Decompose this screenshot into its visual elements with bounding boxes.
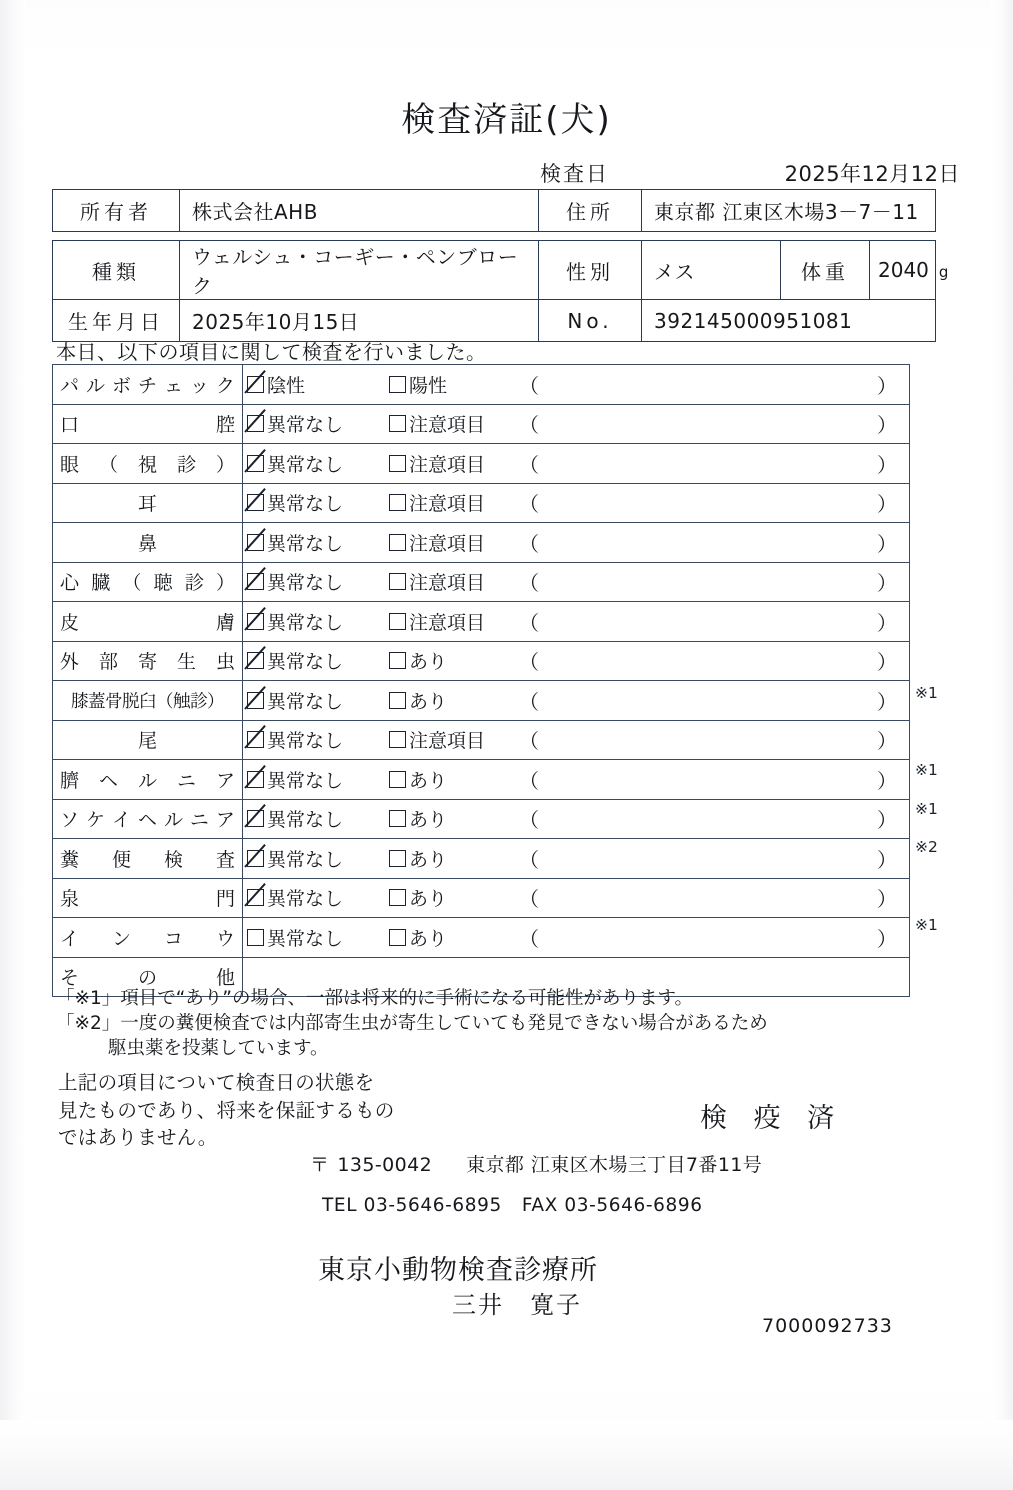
checklist-row-label-cell <box>53 760 243 800</box>
paren-open: （ <box>519 650 539 675</box>
checkbox-option-2[interactable] <box>389 568 509 595</box>
checklist-row-label-cell <box>53 602 243 642</box>
checkbox-option-label: 注意項目 <box>409 414 486 437</box>
checkbox-icon[interactable] <box>389 810 406 827</box>
comment-field[interactable] <box>509 918 909 957</box>
checked-checkbox-icon[interactable] <box>247 771 264 788</box>
dob-label: 生年月日 <box>53 300 180 342</box>
checkbox-option-label: 異常なし <box>267 611 344 634</box>
checkbox-option-label: あり <box>409 927 448 950</box>
checklist-row-label: 心 臓 （ 聴 診 ） <box>60 572 235 595</box>
paren-open: （ <box>519 887 539 912</box>
scan-edge-bottom <box>0 1420 1013 1490</box>
intro-text: 本日、以下の項目に関して検査を行いました。 <box>56 340 487 364</box>
checkbox-option-label: 異常なし <box>267 730 344 753</box>
checkbox-icon[interactable] <box>389 415 406 432</box>
comment-field[interactable] <box>509 444 909 483</box>
checked-checkbox-icon[interactable] <box>247 613 264 630</box>
paren-close: ） <box>877 768 897 793</box>
checkbox-option-1[interactable] <box>247 410 389 437</box>
checklist-row-label: 糞 便 検 査 <box>60 848 235 871</box>
disclaimer-line-3: ではありません。 <box>58 1126 218 1150</box>
checkbox-option-label: 異常なし <box>267 572 344 595</box>
checkbox-option-label: あり <box>409 888 448 911</box>
checklist-row-label: 泉 門 <box>60 888 235 911</box>
checkbox-option-label: 異常なし <box>267 532 344 555</box>
checklist-row-label-cell <box>53 365 243 405</box>
checklist-row <box>53 918 910 958</box>
checkbox-option-label: あり <box>409 809 448 832</box>
weight-value: 2040 <box>878 258 929 282</box>
checkbox-icon[interactable] <box>389 376 406 393</box>
checklist-row-label: 膝蓋骨脱臼（触診） <box>71 691 224 712</box>
postal-mark-icon: 〒 <box>310 1154 330 1176</box>
checklist-options <box>247 760 909 799</box>
paren-close: ） <box>877 610 897 635</box>
paren-close: ） <box>877 492 897 517</box>
checklist-row-options-cell <box>243 523 910 563</box>
checkbox-option-2[interactable] <box>389 608 509 635</box>
sex-label: 性別 <box>539 241 642 300</box>
checked-checkbox-icon[interactable] <box>247 573 264 590</box>
footnote-1: 「※1」項目で“あり”の場合、一部は将来的に手術になる可能性があります。 <box>56 988 693 1009</box>
checkbox-icon[interactable] <box>389 731 406 748</box>
paren-open: （ <box>519 847 539 872</box>
document-number: 7000092733 <box>762 1315 893 1337</box>
checklist-row-options-cell <box>243 918 910 958</box>
clinic-address: 東京都 江東区木場三丁目7番11号 <box>466 1154 763 1176</box>
paren-close: ） <box>877 926 897 951</box>
checklist-row-label: 眼 （ 視 診 ） <box>60 453 235 476</box>
comment-field[interactable] <box>509 681 909 720</box>
paren-open: （ <box>519 413 539 438</box>
comment-field[interactable] <box>509 484 909 523</box>
paren-close: ） <box>877 847 897 872</box>
checklist-options <box>247 642 909 681</box>
checkbox-option-label: 異常なし <box>267 651 344 674</box>
paren-open: （ <box>519 926 539 951</box>
paren-close: ） <box>877 689 897 714</box>
checked-checkbox-icon[interactable] <box>247 652 264 669</box>
checkbox-option-1[interactable] <box>247 845 389 872</box>
paren-close: ） <box>877 808 897 833</box>
comment-field[interactable] <box>509 800 909 839</box>
weight-label: 体重 <box>781 241 870 300</box>
checkbox-option-label: 異常なし <box>267 769 344 792</box>
checked-checkbox-icon[interactable] <box>247 810 264 827</box>
checkbox-option-label: 注意項目 <box>409 493 486 516</box>
no-label: No. <box>539 300 642 342</box>
checklist-row-label: 口 腔 <box>60 414 235 437</box>
checklist-options <box>247 365 909 404</box>
checkbox-option-1[interactable] <box>247 568 389 595</box>
checklist-row-options-cell <box>243 641 910 681</box>
checkbox-icon[interactable] <box>389 771 406 788</box>
checklist-row-label-cell <box>53 681 243 721</box>
checklist-row <box>53 641 910 681</box>
checked-checkbox-icon[interactable] <box>247 455 264 472</box>
checkbox-option-label: 注意項目 <box>409 611 486 634</box>
checkbox-option-2[interactable] <box>389 647 509 674</box>
checkbox-icon[interactable] <box>389 613 406 630</box>
weight-unit: g <box>938 263 949 281</box>
checked-checkbox-icon[interactable] <box>247 889 264 906</box>
paren-close: ） <box>877 413 897 438</box>
checkbox-option-1[interactable] <box>247 371 389 398</box>
breed-value: ウェルシュ・コーギー・ペンブローク <box>180 241 539 300</box>
checkbox-icon[interactable] <box>389 652 406 669</box>
checkbox-icon[interactable] <box>247 929 264 946</box>
scan-edge-right <box>991 0 1013 1490</box>
checklist-row <box>53 799 910 839</box>
checklist-row-label-cell <box>53 641 243 681</box>
checked-checkbox-icon[interactable] <box>247 415 264 432</box>
checklist-row-options-cell <box>243 602 910 642</box>
checklist-row <box>53 523 910 563</box>
footnote-marker: ※1 <box>915 915 938 934</box>
inspection-checklist-table <box>52 364 910 997</box>
exam-date-label: 検査日 <box>540 162 609 186</box>
weight-value-cell <box>870 241 949 300</box>
checkbox-option-label: 注意項目 <box>409 572 486 595</box>
checklist-row-label: 皮 膚 <box>60 611 235 634</box>
checkbox-icon[interactable] <box>389 692 406 709</box>
checkbox-icon[interactable] <box>389 573 406 590</box>
disclaimer-text <box>58 1069 395 1152</box>
checkbox-option-label: 異常なし <box>267 927 344 950</box>
checklist-row-options-cell <box>243 444 910 484</box>
checklist-row-label: 外 部 寄 生 虫 <box>60 651 235 674</box>
address-label: 住所 <box>539 190 642 232</box>
checkbox-option-label: 陰性 <box>267 374 306 397</box>
checked-checkbox-icon[interactable] <box>247 850 264 867</box>
comment-field[interactable] <box>509 721 909 760</box>
paren-open: （ <box>519 571 539 596</box>
checkbox-option-label: 注意項目 <box>409 532 486 555</box>
disclaimer-line-2: 見たものであり、将来を保証するもの <box>58 1098 395 1122</box>
checkbox-icon[interactable] <box>389 534 406 551</box>
exam-date-value: 2025年12月12日 <box>784 162 960 186</box>
checked-checkbox-icon[interactable] <box>247 494 264 511</box>
clinic-contact-line <box>322 1195 703 1216</box>
checklist-row-label-cell <box>53 799 243 839</box>
footnote-marker: ※1 <box>915 683 938 702</box>
comment-field[interactable] <box>509 760 909 799</box>
checklist-options <box>247 839 909 878</box>
checked-checkbox-icon[interactable] <box>247 534 264 551</box>
sex-value: メス <box>642 241 781 300</box>
checklist-row-options-cell <box>243 720 910 760</box>
quarantine-stamp: 検 疫 済 <box>700 1103 844 1134</box>
checkbox-option-2[interactable] <box>389 450 509 477</box>
checklist-row-options-cell <box>243 681 910 721</box>
checkbox-option-label: あり <box>409 651 448 674</box>
comment-field[interactable] <box>509 563 909 602</box>
paren-open: （ <box>519 768 539 793</box>
checkbox-option-1[interactable] <box>247 450 389 477</box>
table-row <box>53 241 936 300</box>
checklist-options <box>247 563 909 602</box>
comment-field[interactable] <box>509 365 909 404</box>
footnote-marker: ※2 <box>915 838 938 857</box>
checkbox-option-2[interactable] <box>389 845 509 872</box>
checkbox-option-label: 陽性 <box>409 374 448 397</box>
checkbox-option-label: 異常なし <box>267 414 344 437</box>
checklist-row <box>53 365 910 405</box>
checkbox-option-label: 異常なし <box>267 493 344 516</box>
checkbox-option-2[interactable] <box>389 805 509 832</box>
disclaimer-line-1: 上記の項目について検査日の状態を <box>58 1071 375 1094</box>
footnote-2-continued: 駆虫薬を投薬しています。 <box>108 1038 329 1060</box>
checkbox-option-label: 異常なし <box>267 690 344 713</box>
checkbox-option-1[interactable] <box>247 884 389 911</box>
address-value: 東京都 江東区木場3－7－11 <box>642 190 936 232</box>
checkbox-option-1[interactable] <box>247 805 389 832</box>
clinic-fax: FAX 03-5646-6896 <box>521 1195 703 1216</box>
checked-checkbox-icon[interactable] <box>247 731 264 748</box>
checkbox-option-label: あり <box>409 848 448 871</box>
checklist-row-label-cell <box>53 444 243 484</box>
paren-open: （ <box>519 452 539 477</box>
checkbox-option-2[interactable] <box>389 884 509 911</box>
checkbox-option-1[interactable] <box>247 647 389 674</box>
checklist-row-label-cell <box>53 720 243 760</box>
checklist-row-label: 鼻 <box>137 532 157 555</box>
footnotes <box>56 986 956 1061</box>
checkbox-option-2[interactable] <box>389 371 509 398</box>
checkbox-option-2[interactable] <box>389 687 509 714</box>
checklist-row-label-cell <box>53 839 243 879</box>
paren-open: （ <box>519 610 539 635</box>
checklist-row-options-cell <box>243 799 910 839</box>
comment-field[interactable] <box>509 839 909 878</box>
checkbox-option-label: あり <box>409 690 448 713</box>
checkbox-option-2[interactable] <box>389 529 509 556</box>
checklist-row <box>53 483 910 523</box>
checklist-row <box>53 720 910 760</box>
checkbox-option-2[interactable] <box>389 924 509 951</box>
page-title: 検査済証(犬) <box>401 100 612 140</box>
footnote-marker: ※1 <box>915 799 938 818</box>
checked-checkbox-icon[interactable] <box>247 692 264 709</box>
checklist-row-options-cell <box>243 483 910 523</box>
checklist-row-options-cell <box>243 878 910 918</box>
clinic-address-line <box>310 1150 762 1177</box>
checklist-row-label: ソ ケ イ ヘ ル ニ ア <box>60 809 235 832</box>
checkbox-option-1[interactable] <box>247 924 389 951</box>
checklist-options <box>247 444 909 483</box>
checklist-options <box>247 721 909 760</box>
checklist-row-label: そ の 他 <box>60 967 235 990</box>
checkbox-option-1[interactable] <box>247 529 389 556</box>
no-value: 392145000951081 <box>642 300 936 342</box>
checklist-row-options-cell <box>243 839 910 879</box>
checklist-row-label-cell <box>53 562 243 602</box>
paren-open: （ <box>519 729 539 754</box>
checklist-row-options-cell <box>243 365 910 405</box>
checklist-options <box>247 879 909 918</box>
checkbox-icon[interactable] <box>389 494 406 511</box>
signer-name: 三井 寛子 <box>452 1291 582 1319</box>
clinic-name: 東京小動物検査診療所 <box>318 1255 598 1286</box>
owner-info-table <box>52 189 936 232</box>
checkbox-icon[interactable] <box>389 929 406 946</box>
checkbox-option-label: 異常なし <box>267 453 344 476</box>
paren-close: ） <box>877 571 897 596</box>
checklist-row-label: イ ン コ ウ <box>60 927 235 950</box>
checklist-row <box>53 878 910 918</box>
checklist-row-label: 臍 ヘ ル ニ ア <box>60 769 235 792</box>
checklist-row-label: パ ル ボ チ ェ ッ ク <box>60 374 235 397</box>
checklist-row-label: 耳 <box>137 493 157 516</box>
checklist-row-label-cell <box>53 918 243 958</box>
checkbox-option-1[interactable] <box>247 726 389 753</box>
paren-open: （ <box>519 531 539 556</box>
paren-open: （ <box>519 492 539 517</box>
checklist-row <box>53 602 910 642</box>
checkbox-option-2[interactable] <box>389 726 509 753</box>
comment-field[interactable] <box>509 602 909 641</box>
paren-close: ） <box>877 373 897 398</box>
checklist-row-label-cell <box>53 404 243 444</box>
checkbox-option-1[interactable] <box>247 608 389 635</box>
paren-open: （ <box>519 689 539 714</box>
paren-close: ） <box>877 452 897 477</box>
paren-open: （ <box>519 373 539 398</box>
checklist-row-label-cell <box>53 523 243 563</box>
checkbox-option-1[interactable] <box>247 489 389 516</box>
checkbox-icon[interactable] <box>389 889 406 906</box>
checklist-options <box>247 800 909 839</box>
checkbox-icon[interactable] <box>389 850 406 867</box>
checklist-options <box>247 602 909 641</box>
checkbox-option-label: 異常なし <box>267 888 344 911</box>
checklist-options <box>247 405 909 444</box>
checkbox-option-1[interactable] <box>247 687 389 714</box>
paren-close: ） <box>877 531 897 556</box>
checklist-row-options-cell <box>243 760 910 800</box>
checklist-row-options-cell <box>243 404 910 444</box>
checklist-row <box>53 562 910 602</box>
footnote-2: 「※2」一度の糞便検査では内部寄生虫が寄生していても発見できない場合があるため <box>56 1013 768 1035</box>
animal-info-table <box>52 240 949 342</box>
checklist-row-label-cell <box>53 878 243 918</box>
checklist-options <box>247 918 909 957</box>
paren-close: ） <box>877 650 897 675</box>
comment-field[interactable] <box>509 405 909 444</box>
checklist-row <box>53 444 910 484</box>
checkbox-option-2[interactable] <box>389 766 509 793</box>
checkbox-option-2[interactable] <box>389 489 509 516</box>
checked-checkbox-icon[interactable] <box>247 376 264 393</box>
paren-open: （ <box>519 808 539 833</box>
checklist-row <box>53 839 910 879</box>
checkbox-icon[interactable] <box>389 455 406 472</box>
breed-label: 種類 <box>53 241 180 300</box>
checklist-options <box>247 484 909 523</box>
checklist-row-label: 尾 <box>137 730 157 753</box>
paren-close: ） <box>877 887 897 912</box>
checkbox-option-label: あり <box>409 769 448 792</box>
checkbox-option-label: 異常なし <box>267 809 344 832</box>
scan-edge-left <box>0 0 26 1490</box>
checkbox-option-2[interactable] <box>389 410 509 437</box>
checklist-row-label-cell <box>53 483 243 523</box>
checklist-row <box>53 681 910 721</box>
comment-field[interactable] <box>509 523 909 562</box>
owner-value: 株式会社AHB <box>180 190 539 232</box>
paren-close: ） <box>877 729 897 754</box>
footnote-marker: ※1 <box>915 761 938 779</box>
comment-field[interactable] <box>509 879 909 918</box>
owner-label: 所有者 <box>53 190 180 232</box>
checklist-row-options-cell <box>243 562 910 602</box>
checkbox-option-1[interactable] <box>247 766 389 793</box>
checklist-row <box>53 760 910 800</box>
exam-date-row <box>540 158 960 188</box>
table-row <box>53 190 936 232</box>
checklist-options <box>247 523 909 562</box>
comment-field[interactable] <box>509 642 909 681</box>
clinic-zip: 135-0042 <box>337 1154 433 1176</box>
checklist-row <box>53 404 910 444</box>
clinic-tel: TEL 03-5646-6895 <box>322 1195 502 1216</box>
dob-value: 2025年10月15日 <box>180 300 539 342</box>
checklist-options <box>247 681 909 720</box>
checkbox-option-label: 注意項目 <box>409 730 486 753</box>
checkbox-option-label: 異常なし <box>267 848 344 871</box>
checkbox-option-label: 注意項目 <box>409 453 486 476</box>
